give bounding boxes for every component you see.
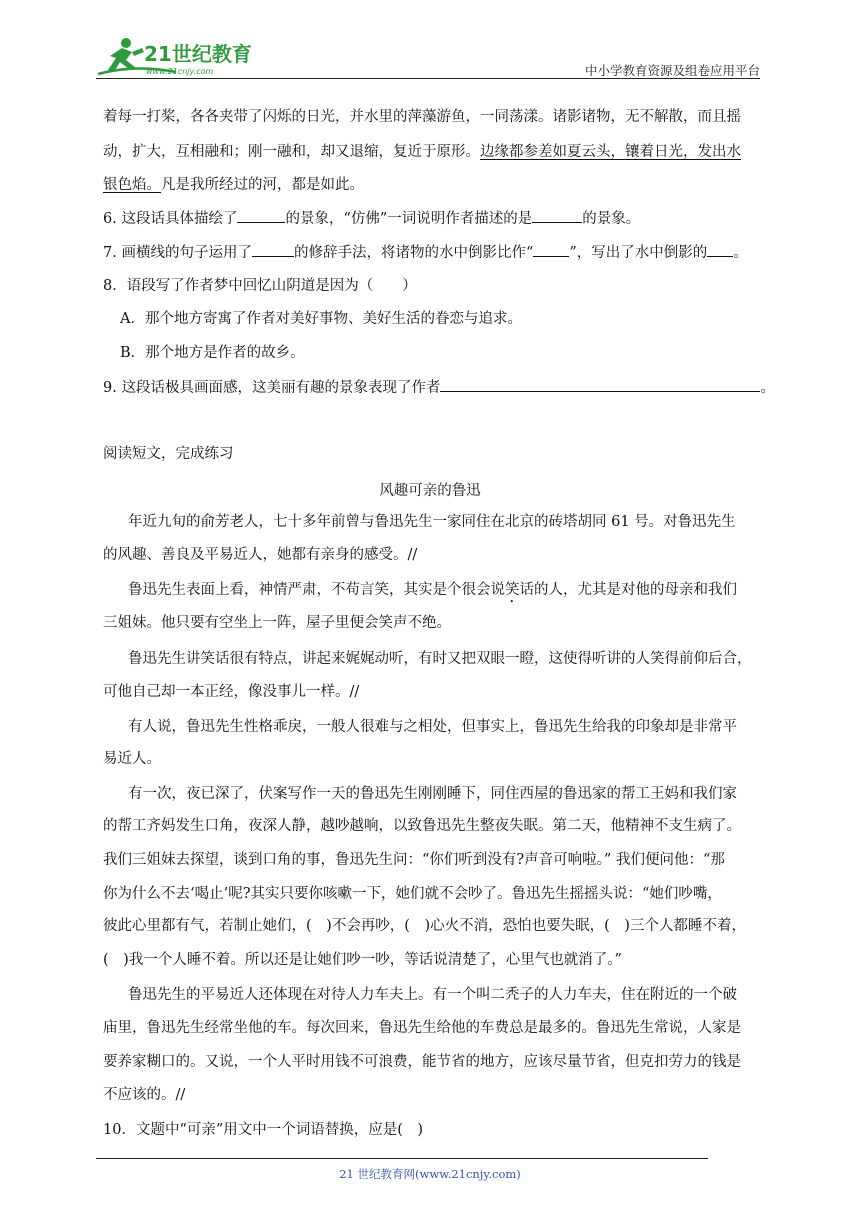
p5-line5: 彼此心里都有气，若制止她们，( )不会再吵，( )心火不消，恐怕也要失眠，( )三个人都睡不着，	[103, 918, 746, 934]
logo-21cnjy	[96, 34, 266, 78]
q9-blank[interactable]	[440, 377, 760, 392]
q8-option-a[interactable]: A．那个地方寄寓了作者对美好事物、美好生活的眷恋与追求。	[120, 311, 522, 327]
p2-dotted-char: 笑	[505, 582, 520, 598]
q6-blank-1[interactable]	[237, 208, 285, 223]
question-7	[103, 242, 748, 263]
footer-text: 21 世纪教育网(www.21cnjy.com)	[339, 1167, 521, 1181]
p5-line3: 我们三姐妹去探望，谈到口角的事，鲁迅先生问：“你们听到没有?声音可响啦。” 我们便问他：“那	[103, 852, 725, 868]
q6-text-a: 6. 这段话具体描绘了	[103, 211, 238, 227]
logo-url: www.21cnjy.com	[146, 67, 214, 76]
q7-blank-1[interactable]	[252, 242, 294, 257]
header-divider	[96, 78, 760, 79]
question-10: 10．文题中“可亲”用文中一个词语替换，应是( )	[103, 1122, 424, 1138]
q7-text-b: 的修辞手法，将诸物的水中倒影比作“	[293, 245, 534, 261]
q7-text-c: ”，写出了水中倒影的	[569, 245, 708, 261]
footer-divider	[96, 1158, 708, 1159]
p6-line3: 要养家糊口的。又说，一个人平时用钱不可浪费，能节省的地方，应该尽量节省，但克扣劳力的钱是	[103, 1054, 741, 1070]
q6-blank-2[interactable]	[532, 208, 582, 223]
article-title: 风趣可亲的鲁迅	[379, 483, 481, 499]
p5-line2: 的帮工齐妈发生口角，夜深人静，越吵越响，以致鲁迅先生整夜失眠。第二天，他精神不支生病了。	[103, 818, 741, 834]
question-8: 8．语段写了作者梦中回忆山阴道是因为（ ）	[103, 278, 417, 294]
p6-line1: 鲁迅先生的平易近人还体现在对待人力车夫上。有一个叫二秃子的人力车夫，住在附近的一个破	[128, 987, 737, 1003]
p5-line4: 你为什么不去‘喝止’呢?其实只要你咳嗽一下，她们就不会吵了。鲁迅先生摇摇头说：“她们吵嘴，	[103, 886, 722, 902]
passage1-line2	[103, 142, 741, 162]
question-6	[103, 208, 640, 229]
p5-line1: 有一次，夜已深了，伏案写作一天的鲁迅先生刚刚睡下，同住西屋的鲁迅家的帮工王妈和我们家	[128, 786, 737, 802]
p3-line1: 鲁迅先生讲笑话很有特点，讲起来娓娓动听，有时又把双眼一瞪，这使得听讲的人笑得前仰后合，	[128, 651, 752, 667]
p1-line2: 的风趣、善良及平易近人，她都有亲身的感受。//	[103, 547, 418, 563]
page-header	[96, 34, 760, 78]
q8-option-b[interactable]: B．那个地方是作者的故乡。	[120, 345, 305, 361]
p6-line4: 不应该的。//	[103, 1087, 186, 1103]
p1-line1: 年近九旬的俞芳老人，七十多年前曾与鲁迅先生一家同住在北京的砖塔胡同 61 号。对鲁迅先生	[128, 514, 736, 530]
p3-line2: 可他自己却一本正经，像没事儿一样。//	[103, 684, 360, 700]
logo-text: 21世纪教育	[144, 42, 252, 66]
q7-text-d: 。	[733, 245, 748, 261]
q6-text-c: 的景象。	[582, 211, 641, 227]
p5-line6: ( )我一个人睡不着。所以还是让她们吵一吵，等话说清楚了，心里气也就消了。”	[103, 952, 622, 968]
p2-text-a: 鲁迅先生表面上看，神情严肃，不苟言笑，其实是个很会说	[128, 582, 505, 598]
q7-blank-3[interactable]	[707, 242, 733, 257]
underlined-sentence-part1: 边缘都参差如夏云头，镶着日光，发出水	[480, 144, 741, 160]
passage1-line2-text: 动，扩大，互相融和；刚一融和，却又退缩，复近于原形。	[103, 144, 480, 160]
p4-line1: 有人说，鲁迅先生性格乖戾，一般人很难与之相处，但事实上，鲁迅先生给我的印象却是非常平	[128, 719, 737, 735]
q9-text-b: 。	[760, 380, 775, 396]
p6-line2: 庙里，鲁迅先生经常坐他的车。每次回来，鲁迅先生给他的车费总是最多的。鲁迅先生常说，人家是	[103, 1020, 741, 1036]
q7-blank-2[interactable]	[533, 242, 569, 257]
passage1-line3-text: 凡是我所经过的河，都是如此。	[161, 177, 364, 193]
q6-text-b: 的景象，“仿佛”一词说明作者描述的是	[285, 211, 533, 227]
section-intro: 阅读短文，完成练习	[103, 446, 234, 462]
p4-line2: 易近人。	[103, 751, 161, 767]
passage1-line1: 着每一打桨，各各夹带了闪烁的日光，并水里的萍藻游鱼，一同荡漾。诸影诸物，无不解散，而且摇	[103, 109, 741, 125]
question-9	[103, 377, 775, 398]
q9-text-a: 9. 这段话极具画面感，这美丽有趣的景象表现了作者	[103, 380, 441, 396]
platform-title: 中小学教育资源及组卷应用平台	[584, 63, 760, 78]
p2-line2: 三姐妹。他只要有空坐上一阵，屋子里便会笑声不绝。	[103, 615, 451, 631]
p2-text-b: 话的人，尤其是对他的母亲和我们	[519, 582, 737, 598]
q7-text-a: 7. 画横线的句子运用了	[103, 245, 252, 261]
p2-line1	[128, 580, 737, 606]
passage1-line3	[103, 175, 364, 195]
underlined-sentence-part2: 银色焰。	[103, 177, 161, 193]
